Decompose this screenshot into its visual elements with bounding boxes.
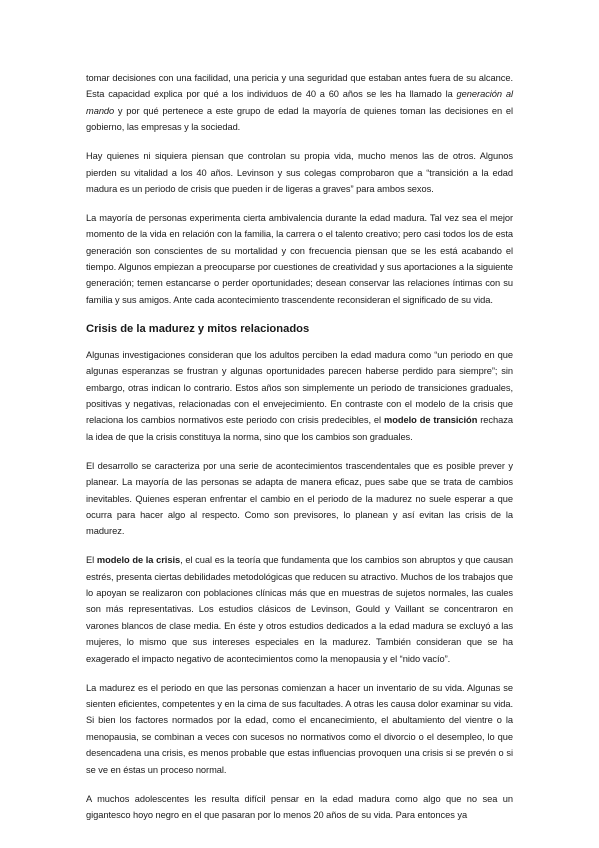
- paragraph-8: A muchos adolescentes les resulta difícil pensar en la edad madura como algo que no sea un gigantesco hoyo negro en el que pasaran por lo menos 20 años de su vida. Para entonces ya: [86, 793, 513, 820]
- paragraph-3: La mayoría de personas experimenta cierta ambivalencia durante la edad madura. Tal vez sea el mejor momento de la vida en relación con la familia, la carrera o el talento creativo; pero casi todos los de esta generación son conscientes de su mortalidad y con frecuencia piensan que se les está acabando el tiempo. Algunos empiezan a preocuparse por cuestiones de creatividad y sus aportaciones a la siguiente generación; temen estancarse o perder oportunidades; desean conservar las relaciones íntimas con su familia y sus amigos. Ante cada acontecimiento trascendente reconsideran el significado de su vida.: [86, 212, 513, 305]
- emphasis-generacion-al-mando: generación al mando: [86, 89, 513, 116]
- paragraph-5: El desarrollo se caracteriza por una serie de acontecimientos trascendentales que es posible prever y planear. La mayoría de las personas se adapta de manera eficaz, pues sabe que se trata de cambios inevitables. Quienes esperan enfrentar el cambio en el periodo de la madurez no suele esperar a que ocurra para hacer algo al respecto. Como son previsores, lo planean y así evitan las crisis de la madurez.: [86, 460, 513, 537]
- paragraph-2: Hay quienes ni siquiera piensan que controlan su propia vida, mucho menos las de otros. Algunos pierden su vitalidad a los 40 años. Levinson y sus colegas comprobaron que a “transición a la edad madura es un periodo de crisis que pueden ir de ligeras a graves” para ambos sexos.: [86, 151, 513, 194]
- term-modelo-de-transicion: modelo de transición: [384, 415, 478, 426]
- paragraph-1: tomar decisiones con una facilidad, una pericia y una seguridad que estaban antes fuera de su alcance. Esta capacidad explica por qué a los individuos de 40 a 60 años se les ha llamado la generación al mando y por qué pertenece a este grupo de edad la mayoría de quienes toman las decisiones en el gobierno, las empresas y la sociedad.: [86, 73, 513, 133]
- paragraph-7: La madurez es el periodo en que las personas comienzan a hacer un inventario de su vida. Algunas se sienten eficientes, competentes y en la cima de sus facultades. A otras les causa dolor examinar su vida. Si bien los factores normados por la edad, como el encanecimiento, el abultamiento del vientre o la menopausia, se combinan a veces con sucesos no normativos como el divorcio o el desempleo, lo que desencadena una crisis, es menos probable que estas influencias provoquen una crisis si se prevén o si se ve en éstas un proceso normal.: [86, 682, 513, 775]
- paragraph-6: El modelo de la crisis, el cual es la teoría que fundamenta que los cambios son abruptos y que causan estrés, presenta ciertas debilidades metodológicas que reducen su atractivo. Muchos de los trabajos que lo apoyan se realizaron con poblaciones clínicas más que en muestras de sujetos normales, las cuales son más representativas. Los estudios clásicos de Levinson, Gould y Vaillant se concentraron en varones blancos de clase media. En éste y otros estudios dedicados a la edad madura se excluyó a las mujeres, lo mismo que sus intereses especiales en la madurez. También consideran que se ha exagerado el impacto negativo de acontecimientos como la menopausia y el “nido vacío”.: [86, 555, 514, 664]
- term-modelo-de-la-crisis: modelo de la crisis: [96, 555, 181, 566]
- paragraph-4: Algunas investigaciones consideran que los adultos perciben la edad madura como “un periodo en que algunas esperanzas se frustran y algunas oportunidades parecen haberse perdido para siempre”; sin embargo, otras indican lo contrario. Estos años son simplemente un periodo de transiciones graduales, positivas y negativas, relacionadas con el envejecimiento. En contraste con el modelo de la crisis que relaciona los cambios normativos este periodo con crisis predecibles, el modelo de transición rechaza la idea de que la crisis constituya la norma, sino que los cambios son graduales.: [86, 349, 513, 442]
- section-heading: Crisis de la madurez y mitos relacionados: [86, 322, 310, 335]
